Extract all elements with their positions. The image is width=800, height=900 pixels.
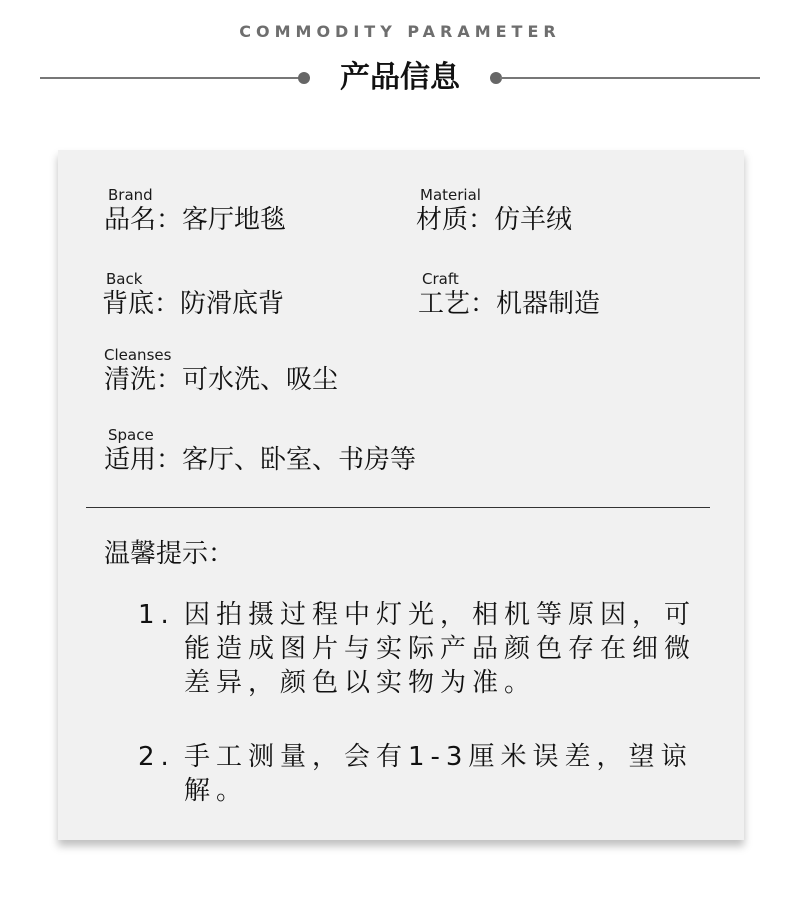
- tip-item: [138, 740, 698, 808]
- decorative-dot-left: [298, 72, 310, 84]
- param-label-en: Cleanses: [104, 346, 172, 364]
- param-craft: [418, 270, 600, 320]
- decorative-rule-left: [40, 77, 300, 79]
- param-back: [102, 270, 284, 320]
- page-title: 产品信息: [340, 60, 460, 95]
- param-cleanses: [104, 346, 338, 396]
- parameter-card: [58, 150, 744, 840]
- tips-title: 温馨提示：: [104, 539, 235, 569]
- param-value: 适用：客厅、卧室、书房等: [104, 445, 417, 475]
- tip-number: 2.: [138, 742, 175, 772]
- decorative-rule-right: [500, 77, 760, 79]
- tip-item: [138, 598, 698, 700]
- param-value: 品名：客厅地毯: [104, 205, 287, 235]
- param-value: 工艺：机器制造: [418, 289, 601, 319]
- param-value: 材质：仿羊绒: [416, 205, 573, 235]
- tip-text: 因拍摄过程中灯光，相机等原因，可能造成图片与实际产品颜色存在细微差异，颜色以实物为准。: [184, 600, 697, 698]
- tip-text: 手工测量，会有1-3厘米误差，望谅解。: [184, 742, 693, 806]
- param-label-en: Craft: [422, 270, 459, 288]
- param-value: 背底：防滑底背: [102, 289, 285, 319]
- param-space: [104, 426, 416, 476]
- title-row: [40, 58, 760, 98]
- param-brand: [104, 186, 286, 236]
- param-label-en: Space: [108, 426, 154, 444]
- param-label-en: Back: [106, 270, 143, 288]
- param-label-en: Material: [420, 186, 481, 204]
- tip-number: 1.: [138, 600, 175, 630]
- param-label-en: Brand: [108, 186, 153, 204]
- section-eyebrow: COMMODITY PARAMETER: [239, 22, 561, 41]
- param-material: [416, 186, 572, 236]
- param-value: 清洗：可水洗、吸尘: [104, 365, 339, 395]
- section-divider: [86, 507, 710, 508]
